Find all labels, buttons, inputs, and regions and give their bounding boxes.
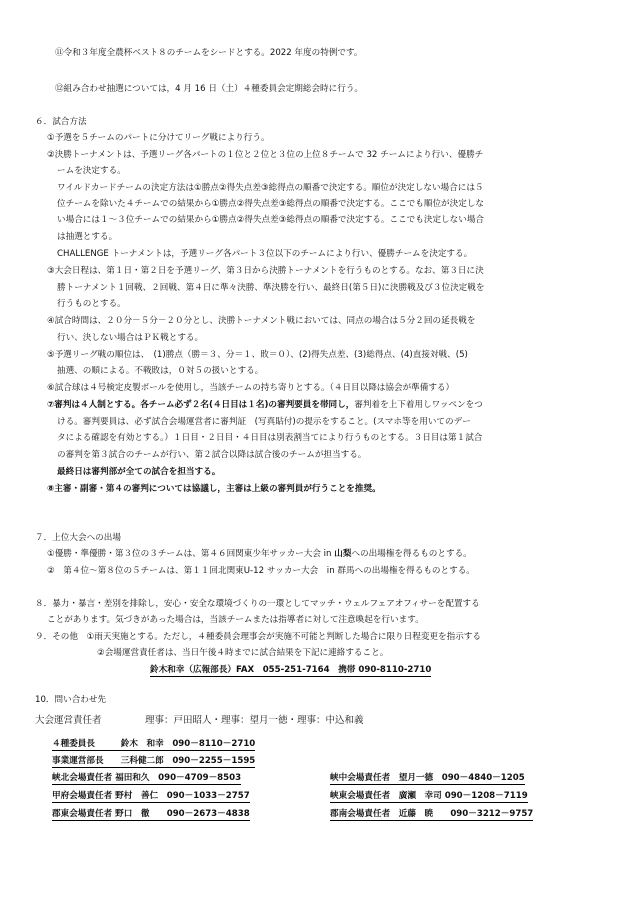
s9-contact: 鈴木和幸（広報部長）FAX 055-251-7164 携帯 090-8110-2710 xyxy=(150,665,432,675)
s7-line2: ② 第４位～第８位の５チームは、第１１回北関東U-12 サッカー大会 in 群馬への出場権を得るものとする。 xyxy=(47,566,475,576)
s7-line1-a: ①優勝・準優勝・第３位の３チームは、第４６回関東少年サッカー大会 in xyxy=(47,549,335,559)
rule-11: ⑪令和３年度全農杯ベスト８のチームをシードとする。2022 年度の特例です。 xyxy=(55,48,363,58)
s6-item: ④試合時間は、２０分－５分－２０分とし、決勝トーナメント戦においては、同点の場合は５分２回の延長戦を xyxy=(47,316,476,326)
s6-item-7-bold: ⑦審判は４人制とする。各チーム必ず２名(４日目は１名)の審判要員を帯同し， xyxy=(47,400,355,410)
contact-row: ４種委員長 鈴木 和幸 090－8110－2710 xyxy=(52,739,256,749)
organizer-label: 大会運営責任者 xyxy=(35,715,102,726)
contact-list xyxy=(52,738,606,824)
venue-contact: 甲府会場責任者 野村 善仁 090－1033－2757 xyxy=(52,791,250,801)
s6-item-7-line1 xyxy=(47,399,483,411)
contact-row: 事業運営部長 三科健二郎 090－2255－1595 xyxy=(52,756,256,766)
s6-item-7-normal: 審判着を上下着用しワッペンをつ xyxy=(354,400,483,410)
venue-contact: 峡東会場責任者 廣瀬 幸司 090－1208－7119 xyxy=(330,791,528,801)
s6-item: ③大会日程は、第１日・第２日を予選リーグ、第３日から決勝トーナメントを行うものとする。なお、第３日に決 xyxy=(47,266,484,276)
s6-item: 位チームを除いた４チームでの結果から①勝点②得失点差③総得点の順番で決定する。ここでも順位が決定しな xyxy=(57,199,485,209)
s6-item: CHALLENGE トーナメントは，予選リーグ各パート３位以下のチームにより行い、優勝チームを決定する。 xyxy=(57,249,473,259)
venue-contact: 峡中会場責任者 望月一德 090－4840－1205 xyxy=(330,773,525,783)
s6-item: い場合には１～３位チームでの結果から①勝点②得失点差③総得点の順番で決定する。ここでも決定しない場合 xyxy=(57,215,485,225)
venue-contact: 郡南会場責任者 近藤 暁 090－3212－9757 xyxy=(330,809,534,819)
s8-line1: ８．暴力・暴言・差別を排除し，安心・安全な環境づくりの一環としてマッチ・ウェルフェアオフィサーを配置する xyxy=(35,599,480,609)
s6-item-7-line2: ける。審判要員は、必ず試合会場運営者に審判証 (写真貼付)の提示をすること。(スマホ等を用いてのデー xyxy=(57,417,471,427)
venue-contact: 郡東会場責任者 野口 徹 090－2673－4838 xyxy=(52,809,250,819)
s6-item: 行うものとする。 xyxy=(57,299,126,309)
s8-line2: ことがあります。気づきがあった場合は，当該チームまたは指導者に対して注意喚起を行います。 xyxy=(47,615,424,625)
section-10-heading: 10．問い合わせ先 xyxy=(35,695,107,705)
s9-line2: ②会場運営責任者は、当日午後４時までに試合結果を下記に連絡すること。 xyxy=(97,648,389,658)
s6-item: ①予選を５チームのパートに分けてリーグ戦により行う。 xyxy=(47,133,270,143)
section-6-heading: ６．試合方法 xyxy=(35,117,87,127)
s9-line1: ９．その他 ①雨天実施とする。ただし，４種委員会理事会が実施不可能と判断した場合に限り日程変更を指示する xyxy=(35,632,481,642)
venue-contact: 峡北会場責任者 福田和久 090－4709－8503 xyxy=(52,773,242,783)
s7-line1-yamanashi: 山梨 xyxy=(334,549,352,559)
s6-item: ワイルドカードチームの決定方法は①勝点②得失点差③総得点の順番で決定する。順位が決定しない場合には５ xyxy=(57,183,484,193)
rule-12: ⑫組み合わせ抽選については，4 月 16 日（土）４種委員会定期総会時に行う。 xyxy=(55,84,364,94)
s6-item-7-line4: の審判を第３試合のチームが行い、第２試合以降は試合後のチームが担当する。 xyxy=(57,450,367,460)
s6-item-7-line3: タによる確認を有効とする。）１日目・２日目・４日目は別表割当てにより行うものとする。３日目は第１試合 xyxy=(57,433,483,443)
s7-line1 xyxy=(47,548,472,560)
s6-item: 行い、決しない場合はＰＫ戦とする。 xyxy=(57,333,204,343)
s6-item: 抽選、の順による。不戦敗は，０対５の扱いとする。 xyxy=(57,366,264,376)
s6-item: ームを決定する。 xyxy=(57,166,126,176)
s6-item-8: ⑧主審・副審・第４の審判については協議し，主審は上級の審判員が行うことを推奨。 xyxy=(47,484,381,494)
organizer-names: 理事：戸田昭人・理事：望月一徳・理事：中込和義 xyxy=(145,715,364,726)
s6-item: ⑤予選リーグ戦の順位は、 (1)勝点（勝＝３、分＝１、敗＝０）、(2)得失点差、(3)総得点、(4)直接対戦、(5) xyxy=(47,350,468,360)
s6-item: ⑥試合球は４号検定皮製ボールを使用し，当該チームの持ち寄りとする。（４日目以降は協会が準備する） xyxy=(47,383,455,393)
s7-line1-c: への出場権を得るものとする。 xyxy=(351,549,472,559)
section-7-heading: ７．上位大会への出場 xyxy=(35,533,121,543)
s6-item: ②決勝トーナメントは、予選リーグ各パートの１位と２位と３位の上位８チームで 32 チームにより行い、優勝チ xyxy=(47,150,484,160)
s6-item: 勝トーナメント１回戦、２回戦、第４日に準々決勝、準決勝を行い、最終日(第５日)に決勝戦及び３位決定戦を xyxy=(57,283,485,293)
s6-item: は抽選とする。 xyxy=(57,232,118,242)
s6-item-7-final: 最終日は審判部が全ての試合を担当する。 xyxy=(57,467,221,477)
